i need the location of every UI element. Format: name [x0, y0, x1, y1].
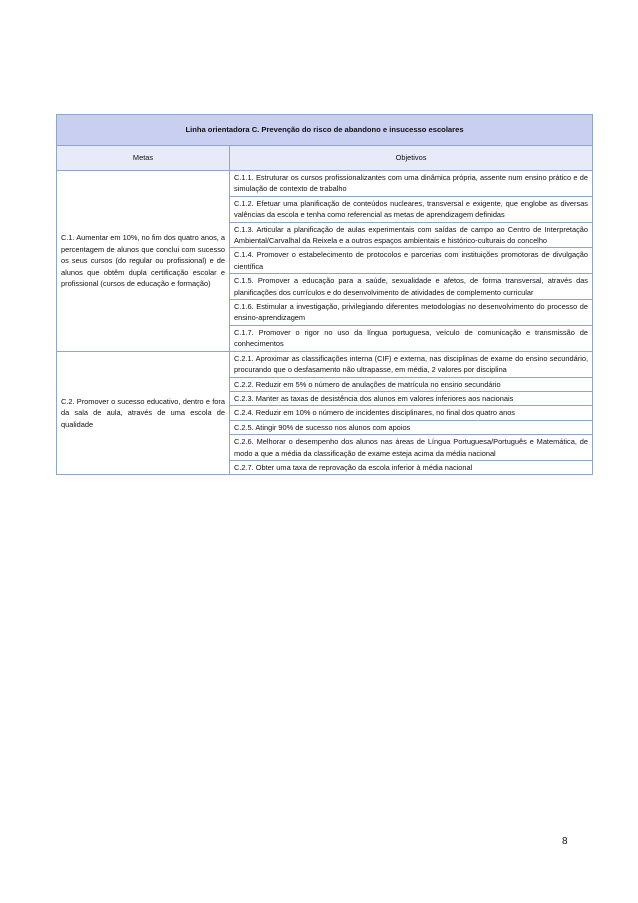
- column-header-metas: Metas: [57, 146, 230, 171]
- column-header-objetivos: Objetivos: [230, 146, 593, 171]
- objective-c2-5: C.2.5. Atingir 90% de sucesso nos alunos com apoios: [230, 420, 593, 434]
- meta-c2: C.2. Promover o sucesso educativo, dentro e fora da sala de aula, através de uma escola de qualidade: [57, 351, 230, 475]
- page-number: 8: [562, 836, 568, 847]
- objective-c2-7: C.2.7. Obter uma taxa de reprovação da escola inferior à média nacional: [230, 460, 593, 474]
- table-title-row: [57, 115, 593, 146]
- table-row: [57, 171, 593, 197]
- objective-c2-1: C.2.1. Aproximar as classificações interna (CIF) e externa, nas disciplinas de exame do ensino secundário, procurando que o desfasamento não ultrapasse, em média, 2 valores por disciplina: [230, 351, 593, 377]
- meta-c1: C.1. Aumentar em 10%, no fim dos quatro anos, a percentagem de alunos que conclui com sucesso os seus cursos (do regular ou profissional) e de alunos que obtêm dupla certificação escolar e profissional (cursos de educação e formação): [57, 171, 230, 352]
- objective-c1-1: C.1.1. Estruturar os cursos profissionalizantes com uma dinâmica própria, assente num ensino prático e de simulação de contexto de trabalho: [230, 171, 593, 197]
- objective-c2-4: C.2.4. Reduzir em 10% o número de incidentes disciplinares, no final dos quatro anos: [230, 406, 593, 420]
- table-row: [57, 351, 593, 377]
- objective-c2-2: C.2.2. Reduzir em 5% o número de anulações de matrícula no ensino secundário: [230, 377, 593, 391]
- objective-c2-3: C.2.3. Manter as taxas de desistência dos alunos em valores inferiores aos nacionais: [230, 391, 593, 405]
- objective-c1-3: C.1.3. Articular a planificação de aulas experimentais com saídas de campo ao Centro de Interpretação Ambiental/Carvalhal da Reixela e a outros espaços ambientais e histórico-culturais do concelho: [230, 222, 593, 248]
- objective-c1-7: C.1.7. Promover o rigor no uso da língua portuguesa, veículo de comunicação e transmissão de conhecimentos: [230, 325, 593, 351]
- objective-c2-6: C.2.6. Melhorar o desempenho dos alunos nas áreas de Língua Portuguesa/Português e Matemática, de modo a que a média da classificação de exame esteja acima da média nacional: [230, 435, 593, 461]
- table-title: Linha orientadora C. Prevenção do risco de abandono e insucesso escolares: [57, 115, 593, 146]
- table-header-row: [57, 146, 593, 171]
- objective-c1-2: C.1.2. Efetuar uma planificação de conteúdos nucleares, transversal e exigente, que englobe as diversas valências da escola e tenha como referencial as metas de aprendizagem definidas: [230, 196, 593, 222]
- objective-c1-6: C.1.6. Estimular a investigação, privilegiando diferentes metodologias no desenvolvimento do processo de ensino-aprendizagem: [230, 300, 593, 326]
- objective-c1-4: C.1.4. Promover o estabelecimento de protocolos e parcerias com instituições promotoras de divulgação científica: [230, 248, 593, 274]
- objectives-table: [56, 114, 593, 475]
- objective-c1-5: C.1.5. Promover a educação para a saúde, sexualidade e afetos, de forma transversal, através das planificações dos currículos e do desenvolvimento de atividades de complemento curricular: [230, 274, 593, 300]
